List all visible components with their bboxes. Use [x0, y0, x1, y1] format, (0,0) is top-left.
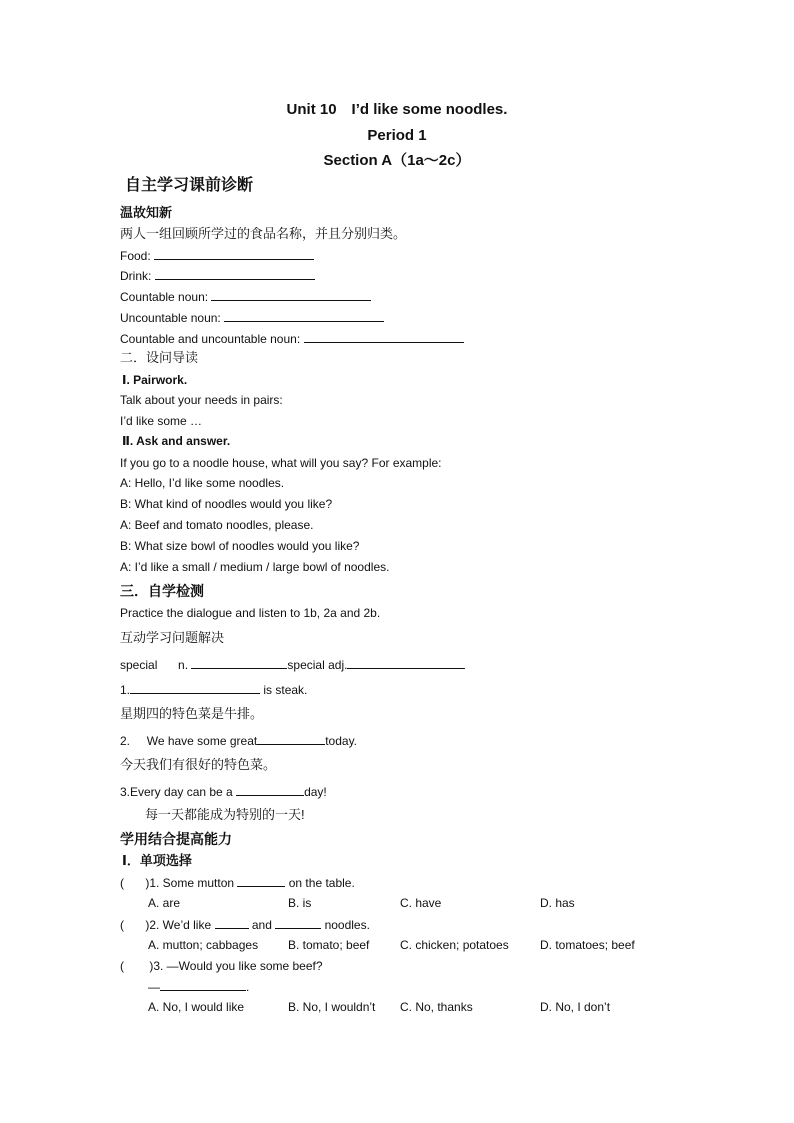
- interactive-heading: 互动学习问题解决: [120, 630, 225, 645]
- section-title: Section A（1a～2c）: [323, 152, 471, 169]
- mc-2-option-a[interactable]: A. mutton; cabbages: [148, 938, 259, 952]
- section-heading-selfcheck: 三．自学检测: [120, 583, 204, 599]
- mc-3-response-line: [148, 978, 249, 995]
- mc-1-tail: on the table.: [288, 876, 355, 890]
- mc-1-answer-slot[interactable]: [127, 875, 145, 887]
- countable-label: Countable noun:: [120, 290, 209, 304]
- section-heading-guide: 二．设问导读: [120, 350, 199, 365]
- mc-2-paren: (: [120, 918, 124, 932]
- pairwork-line-2: I’d like some …: [120, 414, 203, 428]
- mc-question-3: [120, 958, 323, 974]
- mc-2-tail: noodles.: [324, 918, 370, 932]
- question-2-tail: today.: [325, 734, 358, 748]
- mc-1-option-b[interactable]: B. is: [288, 896, 312, 910]
- unit-title: Unit 10 I’d like some noodles.: [286, 101, 508, 118]
- dialogue-line-1: A: Hello, I’d like some noodles.: [120, 476, 285, 490]
- countable-line: [120, 288, 371, 305]
- question-2-head: We have some great: [146, 734, 258, 748]
- special-noun-blank[interactable]: [191, 656, 287, 669]
- uncountable-line: [120, 309, 384, 326]
- ask-answer-intro: If you go to a noodle house, what will you say? For example:: [120, 456, 442, 470]
- dialogue-line-2: B: What kind of noodles would you like?: [120, 497, 333, 511]
- mc-question-1: [120, 874, 355, 891]
- mc-2-stem: )2. We’d like: [145, 918, 212, 932]
- special-line: [120, 656, 465, 673]
- question-3-blank[interactable]: [236, 783, 304, 796]
- mc-3-option-a[interactable]: A. No, I would like: [148, 1000, 245, 1014]
- multiple-choice-heading: Ⅰ．单项选择: [122, 853, 192, 868]
- dialogue-line-3: A: Beef and tomato noodles, please.: [120, 518, 314, 532]
- mc-1-blank[interactable]: [237, 874, 285, 887]
- both-line: [120, 330, 464, 347]
- mc-3-option-b[interactable]: B. No, I wouldn’t: [288, 1000, 376, 1014]
- mc-3-blank[interactable]: [160, 978, 246, 991]
- question-1-tail: is steak.: [263, 683, 308, 697]
- mc-question-2: [120, 916, 370, 933]
- mc-1-paren: (: [120, 876, 124, 890]
- question-1-translation: 星期四的特色菜是牛排。: [120, 706, 264, 721]
- section-heading-apply: 学用结合提高能力: [120, 831, 232, 847]
- both-blank[interactable]: [304, 330, 464, 343]
- food-blank[interactable]: [154, 247, 314, 260]
- question-2-translation: 今天我们有很好的特色菜。: [120, 757, 277, 772]
- mc-3-dash: —: [148, 980, 160, 994]
- food-label: Food:: [120, 249, 151, 263]
- question-1-number: 1.: [120, 683, 131, 697]
- countable-blank[interactable]: [211, 288, 371, 301]
- question-2-blank[interactable]: [257, 732, 325, 745]
- question-3-tail: day!: [304, 785, 327, 799]
- mc-1-option-c[interactable]: C. have: [400, 896, 442, 910]
- drink-blank[interactable]: [155, 267, 315, 280]
- question-3-head: 3.Every day can be a: [120, 785, 233, 799]
- mc-3-option-d[interactable]: D. No, I don’t: [540, 1000, 611, 1014]
- mc-1-option-a[interactable]: A. are: [148, 896, 181, 910]
- mc-3-option-c[interactable]: C. No, thanks: [400, 1000, 473, 1014]
- mc-2-option-d[interactable]: D. tomatoes; beef: [540, 938, 635, 952]
- special-noun-label: n.: [178, 658, 189, 672]
- period-title: Period 1: [367, 127, 427, 144]
- mc-2-answer-slot[interactable]: [127, 917, 145, 929]
- instruction-text: 两人一组回顾所学过的食品名称，并且分别归类。: [120, 226, 407, 241]
- food-line: [120, 247, 314, 264]
- special-adj-blank[interactable]: [347, 656, 465, 669]
- mc-3-stem: )3. —Would you like some beef?: [149, 959, 323, 973]
- mc-1-stem: )1. Some mutton: [145, 876, 235, 890]
- question-3: [120, 783, 327, 800]
- both-label: Countable and uncountable noun:: [120, 332, 301, 346]
- subheading-review: 温故知新: [120, 205, 173, 220]
- drink-label: Drink:: [120, 269, 152, 283]
- uncountable-blank[interactable]: [224, 309, 384, 322]
- uncountable-label: Uncountable noun:: [120, 311, 221, 325]
- mc-1-option-d[interactable]: D. has: [540, 896, 575, 910]
- section-heading-preview: 自主学习课前诊断: [125, 177, 254, 194]
- special-adj-label: special adj.: [287, 658, 348, 672]
- question-2: [120, 732, 357, 749]
- mc-2-option-b[interactable]: B. tomato; beef: [288, 938, 370, 952]
- dialogue-line-4: B: What size bowl of noodles would you like?: [120, 539, 360, 553]
- special-word: special: [120, 658, 158, 672]
- mc-2-mid: and: [251, 918, 272, 932]
- mc-3-answer-slot[interactable]: [127, 958, 149, 970]
- mc-3-period: .: [246, 980, 250, 994]
- pairwork-title: Ⅰ. Pairwork.: [122, 373, 188, 387]
- mc-2-option-c[interactable]: C. chicken; potatoes: [400, 938, 509, 952]
- mc-3-paren: (: [120, 959, 124, 973]
- question-1-blank[interactable]: [130, 681, 260, 694]
- ask-answer-title: Ⅱ. Ask and answer.: [122, 434, 231, 448]
- dialogue-line-5: A: I’d like a small / medium / large bowl of noodles.: [120, 560, 390, 574]
- question-2-number: 2.: [120, 734, 131, 748]
- mc-2-blank-2[interactable]: [275, 916, 321, 929]
- drink-line: [120, 267, 315, 284]
- question-3-translation: 每一天都能成为特别的一天!: [145, 807, 305, 822]
- mc-2-blank-1[interactable]: [215, 916, 249, 929]
- pairwork-line-1: Talk about your needs in pairs:: [120, 393, 283, 407]
- question-1: [120, 681, 307, 698]
- practice-text: Practice the dialogue and listen to 1b, 2a and 2b.: [120, 606, 381, 620]
